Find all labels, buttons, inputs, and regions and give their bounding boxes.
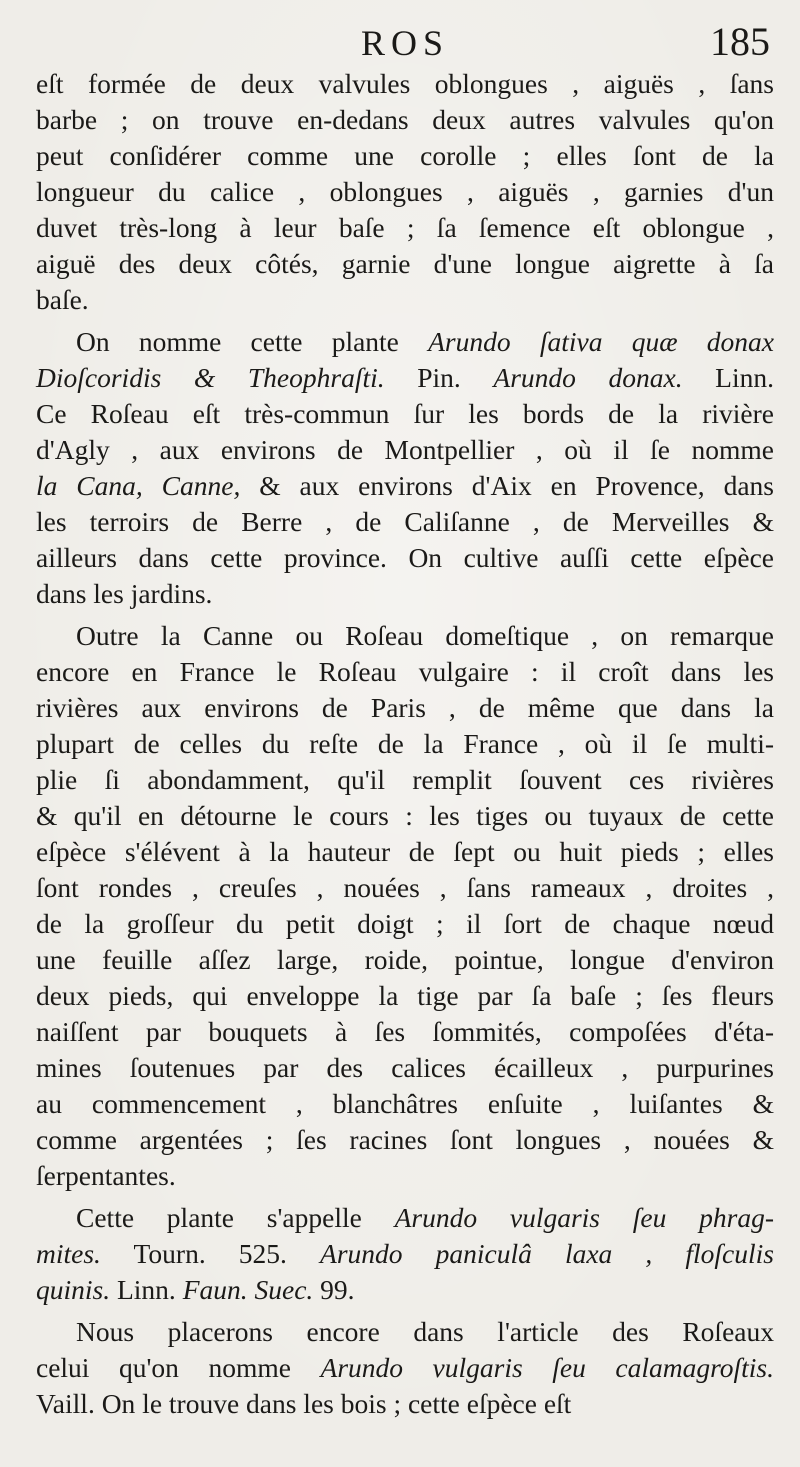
paragraph (36, 324, 774, 612)
text-line (36, 282, 774, 318)
text-run: dans les jardins. (36, 578, 213, 609)
text-line (36, 1014, 774, 1050)
text-line (36, 1200, 774, 1236)
text-run: les terroirs de Berre , de Caliſanne , de Merveilles & (36, 506, 774, 537)
text-run: & aux environs d'Aix en Provence, dans (240, 470, 774, 501)
text-run: Linn. (110, 1274, 183, 1305)
text-line (36, 360, 774, 396)
text-run: comme argentées ; ſes racines ſont longues , nouées & (36, 1124, 774, 1155)
text-run: ſerpentantes. (36, 1160, 176, 1191)
text-line (36, 834, 774, 870)
italic-text: Arundo paniculâ laxa , floſculis (320, 1238, 774, 1269)
text-run: & qu'il en détourne le cours : les tiges ou tuyaux de cette (36, 800, 774, 831)
text-line (36, 726, 774, 762)
italic-text: Arundo donax. (493, 362, 683, 393)
running-head-title: ROS (360, 23, 450, 63)
text-run: rivières aux environs de Paris , de même que dans la (36, 692, 774, 723)
text-run: Nous placerons encore dans l'article des Roſeaux (76, 1316, 774, 1347)
text-run: peut conſidérer comme une corolle ; elles ſont de la (36, 140, 774, 171)
text-line (36, 1122, 774, 1158)
text-run: baſe. (36, 284, 89, 315)
text-line (36, 690, 774, 726)
text-line (36, 1086, 774, 1122)
text-line (36, 396, 774, 432)
italic-text: Faun. Suec. (182, 1274, 314, 1305)
page-number: 185 (710, 19, 770, 64)
text-line (36, 138, 774, 174)
text-run: naiſſent par bouquets à ſes ſommités, compoſées d'éta- (36, 1016, 774, 1047)
text-line (36, 942, 774, 978)
text-run: Ce Roſeau eſt très-commun ſur les bords de la rivière (36, 398, 774, 429)
running-head (36, 16, 774, 66)
text-run: Outre la Canne ou Roſeau domeſtique , on remarque (76, 620, 774, 651)
text-line (36, 654, 774, 690)
text-run: Tourn. 525. (100, 1238, 321, 1269)
text-line (36, 1386, 774, 1422)
text-run: duvet très-long à leur baſe ; ſa ſemence eſt oblongue , (36, 212, 774, 243)
text-run: On nomme cette plante (76, 326, 429, 357)
text-run: de la groſſeur du petit doigt ; il ſort de chaque nœud (36, 908, 774, 939)
paragraph (36, 1314, 774, 1422)
paragraph (36, 1200, 774, 1308)
text-line (36, 1236, 774, 1272)
text-line (36, 174, 774, 210)
paragraph (36, 618, 774, 1194)
text-run: deux pieds, qui enveloppe la tige par ſa baſe ; ſes fleurs (36, 980, 774, 1011)
text-line (36, 504, 774, 540)
text-line (36, 432, 774, 468)
text-line (36, 468, 774, 504)
text-line (36, 246, 774, 282)
italic-text: mites. (36, 1238, 101, 1269)
text-run: Pin. (384, 362, 494, 393)
text-line (36, 618, 774, 654)
italic-text: Arundo vulgaris ſeu phrag- (394, 1202, 774, 1233)
text-run: une feuille aſſez large, roide, pointue, longue d'environ (36, 944, 774, 975)
text-run: longueur du calice , oblongues , aiguës , garnies d'un (36, 176, 774, 207)
text-line (36, 1314, 774, 1350)
text-run: celui qu'on nomme (36, 1352, 321, 1383)
italic-text: quinis. (36, 1274, 111, 1305)
text-line (36, 870, 774, 906)
text-line (36, 576, 774, 612)
text-run: au commencement , blanchâtres enſuite , luiſantes & (36, 1088, 774, 1119)
text-line (36, 1158, 774, 1194)
text-line (36, 978, 774, 1014)
text-line (36, 762, 774, 798)
text-run: Cette plante s'appelle (76, 1202, 395, 1233)
text-line (36, 906, 774, 942)
text-run: barbe ; on trouve en-dedans deux autres valvules qu'on (36, 104, 774, 135)
text-line (36, 1050, 774, 1086)
text-run: Linn. (682, 362, 774, 393)
text-run: ailleurs dans cette province. On cultive auſſi cette eſpèce (36, 542, 774, 573)
text-run: Vaill. On le trouve dans les bois ; cette eſpèce eſt (36, 1388, 572, 1419)
body-text (36, 66, 774, 1422)
text-run: eſt formée de deux valvules oblongues , aiguës , ſans (36, 68, 774, 99)
text-run: 99. (313, 1274, 355, 1305)
italic-text: la Cana, Canne, (36, 470, 241, 501)
text-line (36, 102, 774, 138)
text-line (36, 66, 774, 102)
text-run: d'Agly , aux environs de Montpellier , où il ſe nomme (36, 434, 774, 465)
text-line (36, 540, 774, 576)
text-line (36, 210, 774, 246)
text-line (36, 1350, 774, 1386)
italic-text: Arundo ſativa quæ donax (428, 326, 774, 357)
text-run: ſont rondes , creuſes , nouées , ſans rameaux , droites , (36, 872, 774, 903)
text-run: mines ſoutenues par des calices écailleux , purpurines (36, 1052, 774, 1083)
text-line (36, 1272, 774, 1308)
text-run: encore en France le Roſeau vulgaire : il croît dans les (36, 656, 774, 687)
text-run: eſpèce s'élévent à la hauteur de ſept ou huit pieds ; elles (36, 836, 774, 867)
text-run: aiguë des deux côtés, garnie d'une longue aigrette à ſa (36, 248, 774, 279)
italic-text: Dioſcoridis & Theophraſti. (36, 362, 385, 393)
italic-text: Arundo vulgaris ſeu calamagroſtis. (320, 1352, 775, 1383)
text-line (36, 798, 774, 834)
text-line (36, 324, 774, 360)
text-run: plupart de celles du reſte de la France , où il ſe multi- (36, 728, 774, 759)
paragraph (36, 66, 774, 318)
text-run: plie ſi abondamment, qu'il remplit ſouvent ces rivières (36, 764, 774, 795)
